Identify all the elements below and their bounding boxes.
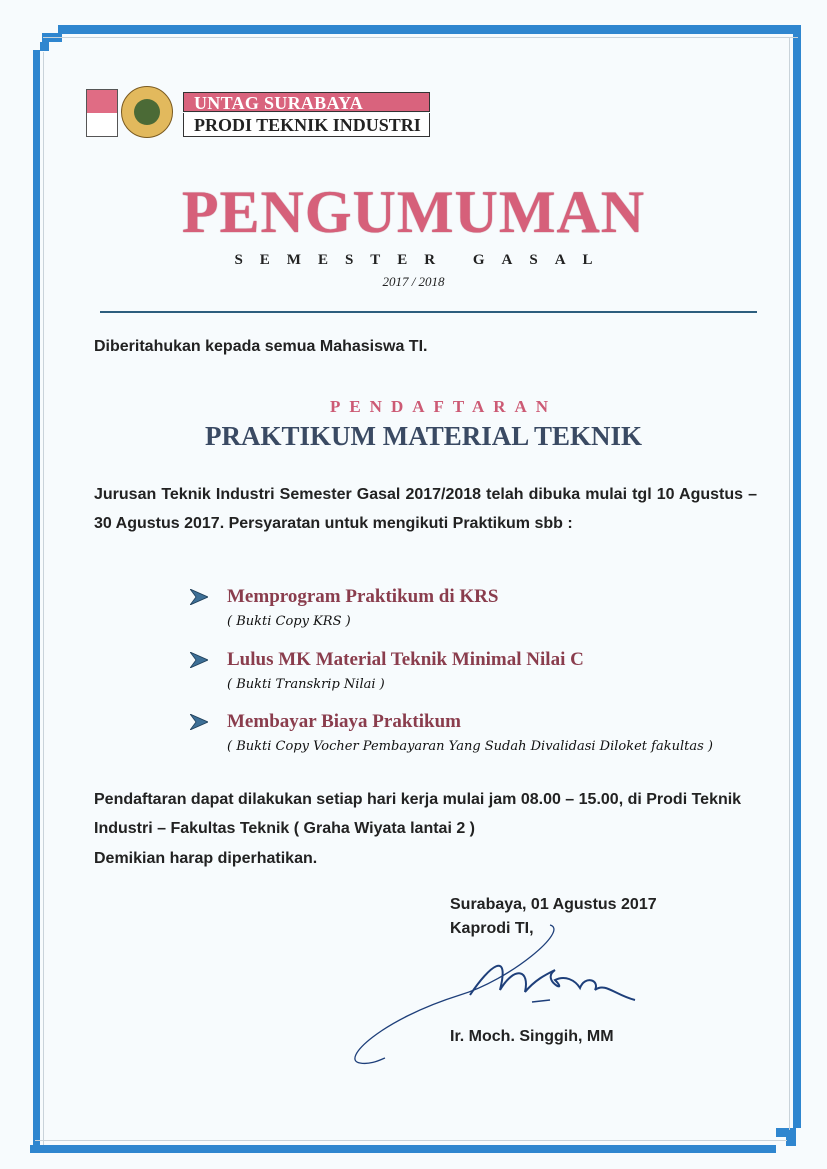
frame-bottom <box>30 1145 776 1153</box>
requirement-note: ( Bukti Copy KRS ) <box>227 614 351 629</box>
page-title: PENGUMUMAN <box>181 179 646 245</box>
frame-corner-br2 <box>786 1128 796 1146</box>
divider <box>100 311 757 313</box>
handwritten-signature-icon <box>340 920 660 1070</box>
requirement-label: Memprogram Praktikum di KRS <box>227 586 499 607</box>
frame-top <box>58 25 798 34</box>
place-date: Surabaya, 01 Agustus 2017 <box>450 896 657 913</box>
flag-red-stripe <box>86 89 118 114</box>
signatory-name: Ir. Moch. Singgih, MM <box>450 1028 614 1045</box>
requirement-note: ( Bukti Copy Vocher Pembayaran Yang Sudah Divalidasi Diloket fakultas ) <box>227 739 713 754</box>
semester-subtitle: SEMESTER GASAL <box>234 252 610 268</box>
section-title: PRAKTIKUM MATERIAL TEKNIK <box>204 421 643 451</box>
department-name: PRODI TEKNIK INDUSTRI <box>183 113 430 137</box>
requirement-note: ( Bukti Transkrip Nilai ) <box>227 677 385 692</box>
signatory-role: Kaprodi TI, <box>450 920 534 937</box>
frame-inner-bottom <box>35 1140 787 1141</box>
intro-text: Diberitahukan kepada semua Mahasiswa TI. <box>94 338 428 355</box>
university-seal-icon <box>121 86 173 138</box>
section-label: PENDAFTARAN <box>329 397 558 416</box>
schedule-text: Pendaftaran dapat dilakukan setiap hari kerja mulai jam 08.00 – 15.00, di Prodi Teknik Industri – Fakultas Teknik ( Graha Wiyata lantai 2 ) <box>94 791 742 837</box>
flag-white-stripe <box>86 113 118 137</box>
arrow-bullet-icon <box>190 589 208 605</box>
closing-text: Demikian harap diperhatikan. <box>94 850 318 867</box>
frame-inner-top <box>43 37 798 38</box>
academic-year: 2017 / 2018 <box>382 274 445 289</box>
arrow-bullet-icon <box>190 714 208 730</box>
announcement-paragraph: Jurusan Teknik Industri Semester Gasal 2017/2018 telah dibuka mulai tgl 10 Agustus – 30 Agustus 2017. Persyaratan untuk mengikuti Praktikum sbb : <box>94 486 757 532</box>
institution-name: UNTAG SURABAYA <box>183 92 430 112</box>
frame-corner-tl2 <box>40 42 49 51</box>
arrow-bullet-icon <box>190 652 208 668</box>
requirement-label: Membayar Biaya Praktikum <box>227 711 461 732</box>
requirement-label: Lulus MK Material Teknik Minimal Nilai C <box>227 649 584 670</box>
